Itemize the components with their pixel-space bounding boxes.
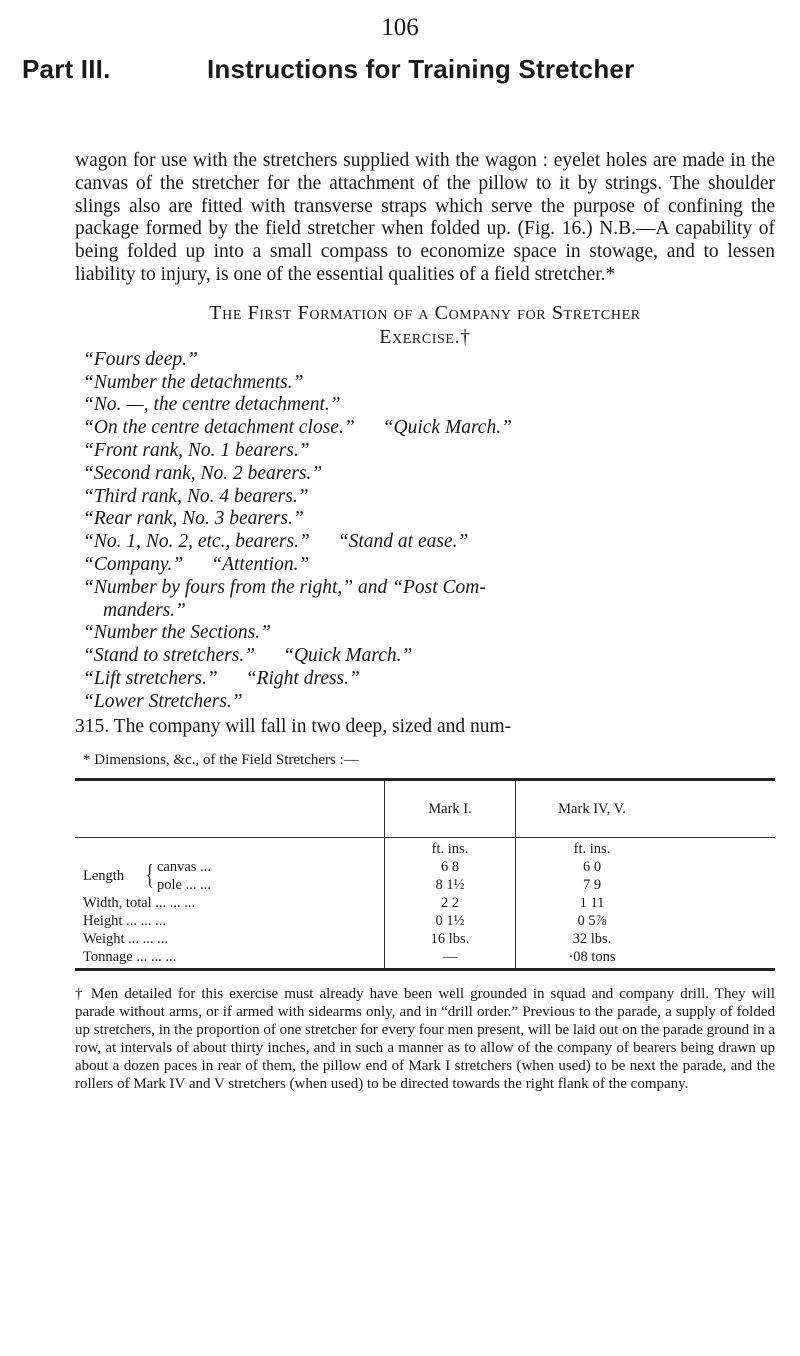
table-body-row: [75, 838, 775, 970]
row-label-tonnage: Tonnage ... ... ...: [83, 949, 177, 966]
command-text: “Lower Stretchers.”: [83, 690, 243, 712]
command-text: “Number by fours from the right,” and “Post Com-: [83, 576, 486, 598]
value-mark1: 0 1½: [435, 913, 465, 930]
value-mark1: 16 lbs.: [430, 931, 470, 948]
command-text: “Company.”: [83, 553, 184, 575]
command-text: “Number the detachments.”: [83, 371, 304, 393]
value-mark4: 6 0: [582, 859, 602, 876]
length-label: Length: [83, 868, 125, 885]
value-mark1: 2 2: [440, 895, 460, 912]
table-mark1-cell: [385, 838, 516, 970]
value-mark4: 1 11: [579, 895, 605, 912]
command-text: “Rear rank, No. 3 bearers.”: [83, 508, 304, 530]
table-header-blank: [75, 780, 385, 838]
value-mark4: 32 lbs.: [572, 931, 612, 948]
command-text: “Fours deep.”: [83, 348, 198, 370]
command-text: “No. —, the centre detachment.”: [83, 394, 341, 416]
command-line: [75, 577, 775, 600]
command-line: [75, 554, 775, 577]
command-line: [75, 486, 775, 509]
command-line: [75, 508, 775, 531]
command-text: “Third rank, No. 4 bearers.”: [83, 485, 309, 507]
dimensions-table: [75, 778, 775, 971]
command-text: “On the centre detachment close.”: [83, 417, 355, 439]
command-list: [75, 349, 775, 714]
command-text: “Right dress.”: [245, 667, 360, 689]
command-line: [75, 394, 775, 417]
command-text: “Front rank, No. 1 bearers.”: [83, 439, 310, 461]
command-line: [75, 691, 775, 714]
brace-glyph: {: [145, 860, 154, 892]
page-body: [75, 150, 775, 1093]
paragraph-315: [75, 716, 775, 739]
paragraph-number: 315.: [75, 715, 110, 737]
table-pad-cell: [668, 838, 775, 970]
command-line: [75, 349, 775, 372]
part-label: Part III.: [22, 54, 111, 84]
dimensions-intro: * Dimensions, &c., of the Field Stretchers :—: [83, 752, 359, 769]
command-line: [75, 668, 775, 691]
command-text: “Attention.”: [211, 553, 310, 575]
section-heading: [75, 301, 775, 349]
units-mark4: ft. ins.: [573, 841, 611, 858]
command-text: “Second rank, No. 2 bearers.”: [83, 462, 323, 484]
length-label-group: [83, 858, 384, 894]
paragraph-text: The company will fall in two deep, sized and num-: [113, 715, 512, 737]
command-text: “Quick March.”: [283, 645, 413, 667]
command-text: “Quick March.”: [382, 417, 512, 439]
value-mark1: —: [442, 949, 458, 966]
value-mark4: ·08 tons: [568, 949, 616, 966]
value-mark4: 7 9: [582, 877, 602, 894]
command-line: [75, 417, 775, 440]
running-title: Instructions for Training Stretcher: [207, 54, 635, 84]
length-canvas-label: canvas ...: [157, 859, 211, 876]
command-text: “Number the Sections.”: [83, 622, 271, 644]
command-text: “Stand at ease.”: [337, 531, 469, 553]
value-mark1: 6 8: [440, 859, 460, 876]
value-mark4: 0 5⅞: [577, 913, 607, 930]
table-header-row: [75, 780, 775, 838]
row-label-height: Height ... ... ...: [83, 913, 166, 930]
section-heading-line1: The First Formation of a Company for Stretcher: [209, 301, 641, 324]
command-line: [75, 622, 775, 645]
page-number: 106: [381, 14, 419, 41]
value-mark1: 8 1½: [435, 877, 465, 894]
command-line: [75, 440, 775, 463]
command-line-wrap: [75, 600, 775, 623]
row-label-width: Width, total ... ... ...: [83, 895, 196, 912]
units-spacer: [83, 840, 384, 858]
command-text: “No. 1, No. 2, etc., bearers.”: [83, 531, 310, 553]
command-line: [75, 531, 775, 554]
row-label-weight: Weight ... ... ...: [83, 931, 169, 948]
command-text: “Stand to stretchers.”: [83, 645, 256, 667]
table-header-pad: [668, 780, 775, 838]
footnote-dagger: † Men detailed for this exercise must already have been well grounded in squad and company drill. They will parade without arms, or if armed with sidearms only, and in “drill order.” Previous to the parade, a supply of folded up stretchers, in the proportion of one stretcher for every four men present, will be laid out on the parade ground in a row, at intervals of about thirty inches, and in such a manner as to allow of the company of bearers being drawn up about a dozen paces in rear of them, the pillow end of Mark I stretchers (when used) to be next the parade, and the rollers of Mark IV and V stretchers (when used) to be directed towards the right flank of the company.: [75, 986, 775, 1093]
table-header-mark1: Mark I.: [385, 780, 516, 838]
command-line: [75, 372, 775, 395]
running-head: [22, 54, 792, 85]
length-pole-label: pole ... ...: [157, 877, 211, 894]
intro-paragraph: wagon for use with the stretchers supplied with the wagon : eyelet holes are made in the canvas of the stretcher for the attachment of the pillow to it by strings. The shoulder slings also are fitted with transverse straps which serve the purpose of confining the package formed by the field stretcher when folded up. (Fig. 16.) N.B.—A capability of being folded up into a small compass to economize space in stowage, and to lessen liability to injury, is one of the essential qualities of a field stretcher.*: [75, 150, 775, 285]
section-heading-line2: Exercise.†: [379, 325, 471, 348]
table-mark4-cell: [516, 838, 669, 970]
command-line: [75, 463, 775, 486]
command-line: [75, 645, 775, 668]
command-text: “Lift stretchers.”: [83, 667, 218, 689]
table-labels-cell: [75, 838, 385, 970]
units-mark1: ft. ins.: [431, 841, 469, 858]
command-text: manders.”: [103, 599, 186, 621]
table-header-mark4: Mark IV, V.: [516, 780, 669, 838]
